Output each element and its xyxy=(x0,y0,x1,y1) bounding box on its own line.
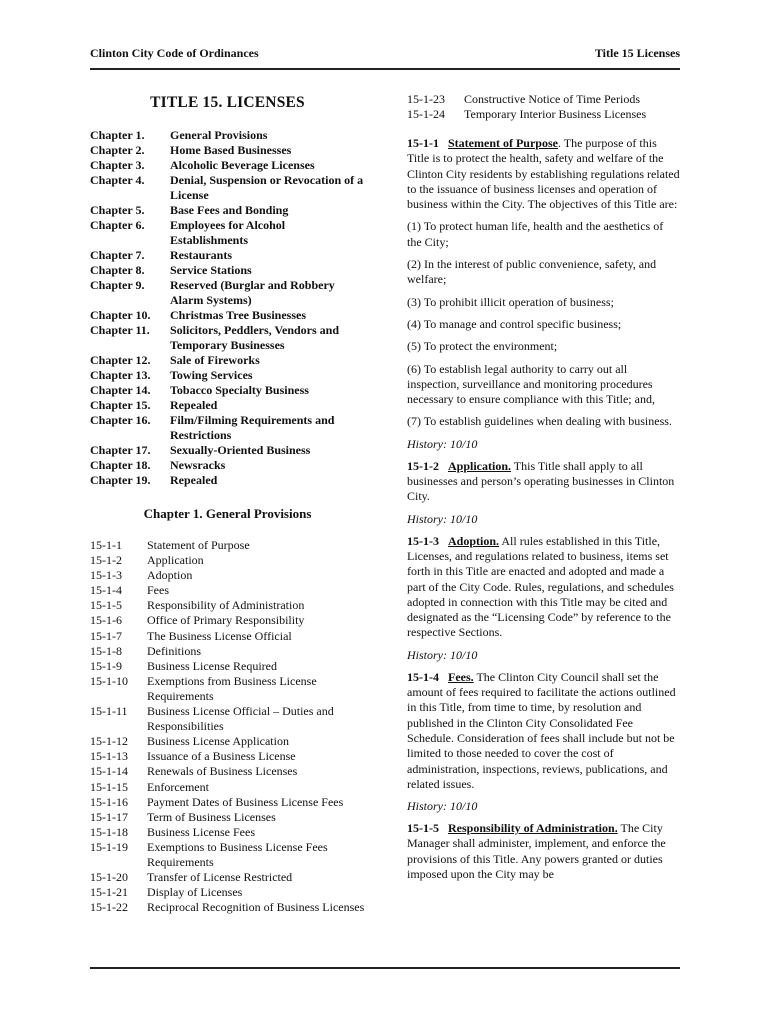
section-list-item xyxy=(407,107,680,122)
chapter-list-item-number: Chapter 14. xyxy=(90,383,151,397)
section-list-item xyxy=(90,553,365,568)
section-number: 15-1-2 xyxy=(407,458,439,473)
section-number: 15-1-3 xyxy=(407,533,439,548)
chapter-list-item xyxy=(90,218,365,248)
section-list-item xyxy=(90,613,365,628)
chapter-list-item xyxy=(90,443,365,458)
section-list-item-name: Term of Business Licenses xyxy=(147,809,276,824)
section-list-item-number: 15-1-8 xyxy=(90,643,122,658)
section-list-item-name: Statement of Purpose xyxy=(147,538,250,552)
section-number: 15-1-1 xyxy=(407,136,439,150)
section-list-item-name: Adoption xyxy=(147,568,193,583)
objective-7: (7) To establish guidelines when dealing with business. xyxy=(407,414,672,429)
chapter-list-item-number: Chapter 1. xyxy=(90,128,145,142)
chapter-list-item-name: Reserved (Burglar and Robbery Alarm Systems) xyxy=(170,278,335,307)
section-list-item-number: 15-1-24 xyxy=(407,107,445,121)
section-list-item-name: Business License Required xyxy=(147,658,277,673)
chapter-list xyxy=(90,128,365,488)
section-list-item xyxy=(90,795,365,810)
section-list-item xyxy=(90,764,365,779)
section-list-item-number: 15-1-1 xyxy=(90,538,122,552)
chapter-list-item xyxy=(90,323,365,353)
running-header-left: Clinton City Code of Ordinances xyxy=(90,46,259,60)
chapter-list-item xyxy=(90,203,365,218)
section-list-item-name: The Business License Official xyxy=(147,628,292,643)
chapter-list-item xyxy=(90,143,365,158)
chapter-list-item-name: Film/Filming Requirements and Restrictions xyxy=(170,413,335,442)
section-list-item-name: Business License Fees xyxy=(147,824,255,839)
section-list-item-number: 15-1-18 xyxy=(90,824,128,839)
section-text: The purpose of this Title is to protect the health, safety and welfare of the Clinton City residents by establishing regulations related to the issuance of business licenses and operation of business within the City. The objectives of this Title are: xyxy=(407,136,680,212)
section-list-item-name: Office of Primary Responsibility xyxy=(147,613,305,628)
chapter-list-item-name: Employees for Alcohol Establishments xyxy=(170,218,286,247)
section-text: The Clinton City Council shall set the amount of fees required to facilitate the actions outlined in this Title, from time to time, by resolution and published in the Clinton City Consolidated Fee Schedule. Consideration of fees shall include but not be limited to those needed to cover the cost of administration, inspections, reviews, publications, and related issues. xyxy=(407,669,676,791)
objective-4: (4) To manage and control specific business; xyxy=(407,316,622,331)
section-list-item-name: Constructive Notice of Time Periods xyxy=(464,92,640,106)
section-list-item-number: 15-1-2 xyxy=(90,553,122,568)
section-list-item xyxy=(90,734,365,749)
chapter-list-item-name: General Provisions xyxy=(170,128,268,142)
section-list xyxy=(90,538,365,915)
chapter-list-item-number: Chapter 5. xyxy=(90,203,145,217)
section-text: This Title shall apply to all businesses and person’s operating businesses in Clinton City. xyxy=(407,458,675,504)
chapter-list-item-number: Chapter 17. xyxy=(90,443,151,457)
section-list-item-number: 15-1-3 xyxy=(90,568,122,583)
chapter-list-item-name: Service Stations xyxy=(170,263,252,277)
section-list-item-name: Definitions xyxy=(147,643,201,658)
section-15-1-1: 15-1-1 Statement of Purpose. The purpose of this Title is to protect the health, safety and welfare of the Clinton City residents by establishing regulations related to the issuance of business licenses and operation of business within the City. The objectives of this Title are: xyxy=(407,136,680,212)
section-list-item-number: 15-1-15 xyxy=(90,779,128,794)
section-15-1-4 xyxy=(407,670,680,792)
section-title: Application. xyxy=(448,458,512,473)
history-note: History: 10/10 xyxy=(407,511,478,526)
chapter-list-item-number: Chapter 2. xyxy=(90,143,145,157)
section-list-item-number: 15-1-7 xyxy=(90,628,122,643)
section-list-item-name: Temporary Interior Business Licenses xyxy=(464,107,647,121)
section-text: All rules established in this Title, Licenses, and regulations related to business, items set forth in this Title are enacted and adopted and made a part of the City Code. Rules, regulations, and schedules adopted in connection with this Title may be cited and designated as the “Licensing Code” by reference to the respective Sections. xyxy=(407,533,674,640)
section-list-item xyxy=(90,900,365,915)
section-list-item-number: 15-1-10 xyxy=(90,673,128,688)
section-list-item-name: Reciprocal Recognition of Business Licenses xyxy=(147,900,365,915)
section-list-item-name: Exemptions from Business License Requirements xyxy=(147,673,317,703)
section-list-item-number: 15-1-20 xyxy=(90,870,128,885)
section-list-item-number: 15-1-19 xyxy=(90,839,128,854)
section-list-item-number: 15-1-5 xyxy=(90,598,122,613)
chapter-list-item-name: Solicitors, Peddlers, Vendors and Temporary Businesses xyxy=(170,323,340,352)
chapter-1-heading: Chapter 1. General Provisions xyxy=(143,506,312,521)
section-list-item-name: Transfer of License Restricted xyxy=(147,870,293,885)
history-note: History: 10/10 xyxy=(407,799,478,814)
section-number: 15-1-5 xyxy=(407,821,439,836)
section-list-item xyxy=(90,840,365,870)
section-list-item xyxy=(90,870,365,885)
chapter-list-item-name: Home Based Businesses xyxy=(170,143,292,157)
running-header-right: Title 15 Licenses xyxy=(594,46,680,60)
section-number: 15-1-4 xyxy=(407,669,439,684)
chapter-list-item xyxy=(90,353,365,368)
section-list-item-number: 15-1-13 xyxy=(90,749,128,764)
chapter-list-item-number: Chapter 6. xyxy=(90,218,145,232)
chapter-list-item xyxy=(90,173,365,203)
section-list-item-number: 15-1-16 xyxy=(90,794,128,809)
section-list-item-name: Display of Licenses xyxy=(147,885,243,900)
chapter-list-item xyxy=(90,308,365,323)
section-list-item xyxy=(90,704,365,734)
chapter-list-item xyxy=(90,158,365,173)
objective-5: (5) To protect the environment; xyxy=(407,339,558,354)
section-title: Statement of Purpose xyxy=(448,136,558,150)
section-list-item xyxy=(90,538,365,553)
chapter-list-item-name: Sexually-Oriented Business xyxy=(170,443,311,457)
section-list-item xyxy=(90,659,365,674)
section-list-item-number: 15-1-21 xyxy=(90,885,128,900)
section-text: The City Manager shall administer, implement, and enforce the provisions of this Title. Any powers granted or duties imposed upon the City may be xyxy=(407,821,666,881)
section-title: Responsibility of Administration. xyxy=(448,821,618,836)
section-list-item-name: Enforcement xyxy=(147,779,209,794)
chapter-list-item xyxy=(90,383,365,398)
chapter-list-item-number: Chapter 11. xyxy=(90,323,150,337)
chapter-list-item-number: Chapter 16. xyxy=(90,413,151,427)
header-rule xyxy=(90,68,680,70)
chapter-list-item-number: Chapter 15. xyxy=(90,398,151,412)
section-15-1-3 xyxy=(407,534,680,641)
chapter-list-item-number: Chapter 9. xyxy=(90,278,145,292)
section-list-item xyxy=(90,674,365,704)
section-list-item-name: Business License Application xyxy=(147,734,289,749)
section-list-item-number: 15-1-12 xyxy=(90,734,128,749)
section-list-item xyxy=(90,568,365,583)
page-title: TITLE 15. LICENSES xyxy=(150,94,305,111)
section-list-item-name: Exemptions to Business License Fees Requirements xyxy=(147,839,328,869)
section-list-continued xyxy=(407,92,680,122)
right-column xyxy=(407,92,680,889)
chapter-list-item-name: Tobacco Specialty Business xyxy=(170,383,309,397)
chapter-list-item xyxy=(90,458,365,473)
objective-6: (6) To establish legal authority to carry out all inspection, surveillance and monitoring procedures necessary to ensure compliance with this Title; and, xyxy=(407,361,655,407)
section-title: Adoption. xyxy=(448,533,500,548)
objective-2: (2) In the interest of public convenience, safety, and welfare; xyxy=(407,257,657,287)
section-list-item xyxy=(90,810,365,825)
chapter-list-item-name: Christmas Tree Businesses xyxy=(170,308,307,322)
chapter-list-item-number: Chapter 19. xyxy=(90,473,151,487)
section-list-item xyxy=(90,825,365,840)
section-list-item-name: Fees xyxy=(147,583,169,598)
chapter-list-item xyxy=(90,128,365,143)
chapter-list-item-number: Chapter 3. xyxy=(90,158,145,172)
chapter-list-item xyxy=(90,368,365,383)
section-list-item-number: 15-1-9 xyxy=(90,658,122,673)
section-list-item-name: Renewals of Business Licenses xyxy=(147,764,298,779)
section-title: Fees. xyxy=(448,669,474,684)
section-list-item-number: 15-1-23 xyxy=(407,92,445,106)
chapter-list-item-number: Chapter 13. xyxy=(90,368,151,382)
section-15-1-5 xyxy=(407,821,680,882)
chapter-list-item-number: Chapter 7. xyxy=(90,248,145,262)
section-list-item xyxy=(90,644,365,659)
chapter-list-item xyxy=(90,473,365,488)
chapter-list-item-number: Chapter 18. xyxy=(90,458,151,472)
chapter-list-item-name: Denial, Suspension or Revocation of a License xyxy=(170,173,364,202)
chapter-list-item-name: Base Fees and Bonding xyxy=(170,203,289,217)
section-list-item xyxy=(90,780,365,795)
section-list-item-name: Application xyxy=(147,553,204,568)
chapter-list-item-name: Sale of Fireworks xyxy=(170,353,260,367)
section-list-item xyxy=(90,598,365,613)
section-list-item-name: Issuance of a Business License xyxy=(147,749,296,764)
left-column xyxy=(90,92,365,915)
section-list-item xyxy=(407,92,680,107)
section-15-1-2 xyxy=(407,459,680,505)
chapter-list-item xyxy=(90,413,365,443)
section-list-item-number: 15-1-17 xyxy=(90,809,128,824)
section-list-item-number: 15-1-22 xyxy=(90,900,128,915)
section-list-item-name: Responsibility of Administration xyxy=(147,598,305,613)
chapter-list-item-name: Alcoholic Beverage Licenses xyxy=(170,158,315,172)
chapter-list-item xyxy=(90,248,365,263)
section-list-item xyxy=(90,885,365,900)
chapter-list-item-number: Chapter 8. xyxy=(90,263,145,277)
chapter-list-item xyxy=(90,278,365,308)
chapter-list-item-name: Towing Services xyxy=(170,368,253,382)
chapter-list-item-number: Chapter 10. xyxy=(90,308,151,322)
chapter-list-item-number: Chapter 12. xyxy=(90,353,151,367)
section-list-item-number: 15-1-4 xyxy=(90,583,122,598)
chapter-list-item-number: Chapter 4. xyxy=(90,173,145,187)
section-list-item-name: Business License Official – Duties and Responsibilities xyxy=(147,704,334,734)
objective-3: (3) To prohibit illicit operation of business; xyxy=(407,294,614,309)
chapter-list-item-name: Restaurants xyxy=(170,248,232,262)
footer-rule xyxy=(90,967,680,969)
chapter-list-item-name: Repealed xyxy=(170,473,218,487)
chapter-list-item xyxy=(90,398,365,413)
section-list-item xyxy=(90,583,365,598)
objective-1: (1) To protect human life, health and the aesthetics of the City; xyxy=(407,219,664,249)
section-list-item-number: 15-1-14 xyxy=(90,764,128,779)
section-list-item-name: Payment Dates of Business License Fees xyxy=(147,794,344,809)
section-list-item xyxy=(90,629,365,644)
history-note: History: 10/10 xyxy=(407,647,478,662)
chapter-list-item xyxy=(90,263,365,278)
section-list-item-number: 15-1-11 xyxy=(90,704,128,719)
chapter-list-item-name: Newsracks xyxy=(170,458,226,472)
section-list-item-number: 15-1-6 xyxy=(90,613,122,628)
chapter-list-item-name: Repealed xyxy=(170,398,218,412)
section-list-item xyxy=(90,749,365,764)
history-note: History: 10/10 xyxy=(407,436,478,451)
